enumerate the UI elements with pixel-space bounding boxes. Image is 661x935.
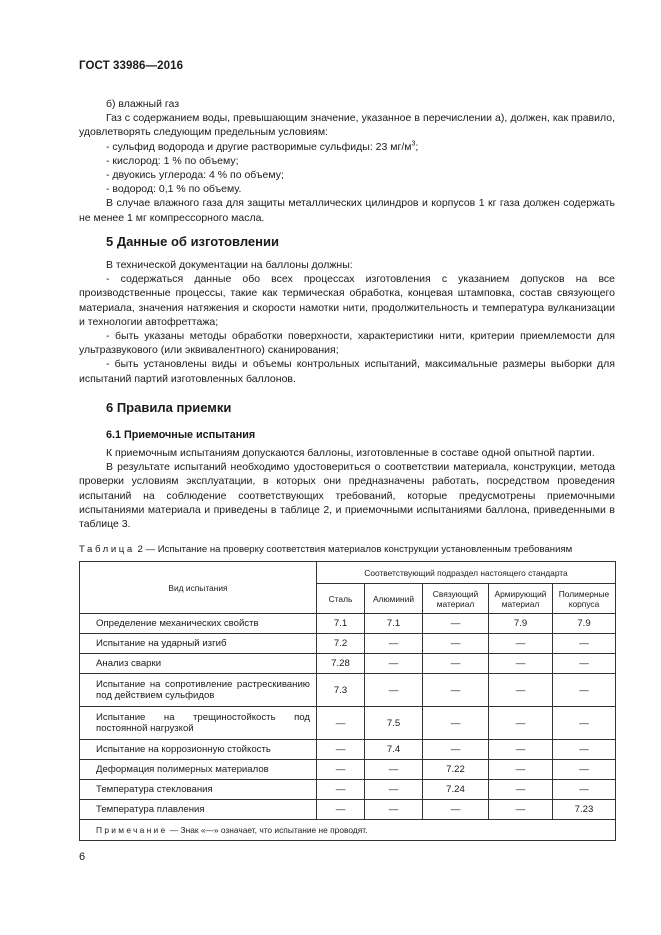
table-note: [80, 820, 616, 841]
cell-value: —: [365, 634, 423, 654]
cell-value: —: [317, 707, 365, 740]
cell-value: 7.5: [365, 707, 423, 740]
cell-value: —: [365, 780, 423, 800]
cell-value: 7.22: [423, 760, 489, 780]
section-b-block: [79, 97, 615, 225]
section-6-block: [79, 446, 615, 531]
cell-value: 7.23: [553, 800, 616, 820]
cell-value: —: [317, 760, 365, 780]
cell-value: —: [365, 800, 423, 820]
table-note-row: [80, 820, 616, 841]
item-1-sup: 3: [411, 140, 416, 148]
section-6-1-title: 6.1 Приемочные испытания: [106, 429, 256, 441]
section-5-p1: В технической документации на баллоны должны:: [106, 259, 353, 271]
cell-value: —: [553, 634, 616, 654]
col-header-test-type: Вид испытания: [80, 562, 317, 614]
row-name: Испытание на коррозионную стойкость: [80, 740, 317, 760]
col-header-reinforcing: Армирующий материал: [489, 584, 553, 614]
section-6-title: 6 Правила приемки: [106, 400, 232, 415]
cell-value: —: [553, 654, 616, 674]
table-note-rest: — Знак «—» означает, что испытание не проводят.: [167, 825, 368, 835]
cell-value: —: [365, 674, 423, 707]
table-row: [80, 654, 616, 674]
section-b-intro: Газ с содержанием воды, превышающим значение, указанное в перечислении а), должен, как правило, удовлетворять следующим предельным условиям:: [79, 112, 615, 139]
cell-value: —: [489, 654, 553, 674]
section-5-p3: - быть указаны методы обработки поверхности, характеристики нити, критерии приемлемости для ультразвукового (или эквивалентного) сканирования;: [79, 330, 615, 357]
cell-value: —: [553, 780, 616, 800]
section-b-item-3: - двуокись углерода: 4 % по объему;: [106, 169, 284, 182]
col-header-group: Соответствующий подраздел настоящего стандарта: [317, 562, 616, 584]
page-number: 6: [79, 851, 86, 863]
table-row: [80, 614, 616, 634]
cell-value: —: [489, 760, 553, 780]
row-name: Испытание на сопротивление растрескиванию под действием сульфидов: [80, 674, 317, 707]
section-b-item-4: - водород: 0,1 % по объему.: [106, 183, 242, 196]
item-1-text: - сульфид водорода и другие растворимые сульфиды: 23 мг/м: [106, 140, 412, 153]
cell-value: —: [423, 707, 489, 740]
cell-value: —: [317, 800, 365, 820]
cell-value: 7.28: [317, 654, 365, 674]
cell-value: —: [489, 707, 553, 740]
cell-value: —: [365, 760, 423, 780]
cell-value: —: [423, 740, 489, 760]
table-row: [80, 707, 616, 740]
col-header-steel: Сталь: [317, 584, 365, 614]
cell-value: 7.24: [423, 780, 489, 800]
table-caption-rest: 2 — Испытание на проверку соответствия материалов конструкции установленным требованиям: [134, 544, 573, 555]
cell-value: —: [553, 740, 616, 760]
cell-value: 7.9: [489, 614, 553, 634]
col-header-polymer: Полимерные корпуса: [553, 584, 616, 614]
table-caption: [79, 544, 572, 555]
row-name: Испытание на трещиностойкость под постоянной нагрузкой: [80, 707, 317, 740]
cell-value: —: [423, 800, 489, 820]
table-row: [80, 740, 616, 760]
row-name: Испытание на ударный изгиб: [80, 634, 317, 654]
cell-value: 7.1: [365, 614, 423, 634]
cell-value: —: [489, 674, 553, 707]
cell-value: —: [317, 780, 365, 800]
cell-value: 7.2: [317, 634, 365, 654]
item-1-end: ;: [415, 140, 419, 153]
row-name: Температура стеклования: [80, 780, 317, 800]
cell-value: —: [553, 707, 616, 740]
section-5-p4: - быть установлены виды и объемы контрольных испытаний, максимальные размеры выборки для испытаний партий изготовленных баллонов.: [79, 358, 615, 385]
section-5-block: [79, 258, 615, 386]
section-5-title: 5 Данные об изготовлении: [106, 234, 279, 249]
cell-value: —: [423, 634, 489, 654]
table-row: [80, 780, 616, 800]
row-name: Анализ сварки: [80, 654, 317, 674]
row-name: Определение механических свойств: [80, 614, 317, 634]
cell-value: —: [489, 634, 553, 654]
cell-value: —: [423, 674, 489, 707]
cell-value: —: [489, 800, 553, 820]
cell-value: 7.1: [317, 614, 365, 634]
cell-value: 7.4: [365, 740, 423, 760]
table-row: [80, 674, 616, 707]
col-header-aluminium: Алюминий: [365, 584, 423, 614]
section-6-p2: В результате испытаний необходимо удостовериться о соответствии материала, конструкции, метода проверки условиям эксплуатации, в которых они предназначены работать, посредством проведения испытаний на соблюдение соответствующих требований, которые предусмотрены приемочными испытаниями материала и приведены в таблице 2, и приемочными испытаниями баллона, приведенными в таблице 3.: [79, 461, 615, 531]
cell-value: —: [489, 780, 553, 800]
section-b-item-1: [79, 140, 615, 154]
section-6-p1: К приемочным испытаниям допускаются баллоны, изготовленные в составе одной опытной партии.: [106, 447, 595, 459]
row-name: Температура плавления: [80, 800, 317, 820]
document-header: ГОСТ 33986—2016: [79, 60, 184, 72]
cell-value: —: [423, 654, 489, 674]
cell-value: —: [553, 674, 616, 707]
table-row: [80, 760, 616, 780]
cell-value: 7.9: [553, 614, 616, 634]
cell-value: —: [553, 760, 616, 780]
section-5-p2: - содержаться данные обо всех процессах изготовления с указанием допусков на все производственные процессы, такие как термическая обработка, концевая штамповка, состав связующего материала, значения натяжения и скорости намотки нити, продолжительность и температура вулканизации и технологии автофреттажа;: [79, 273, 615, 328]
section-b-item-2: - кислород: 1 % по объему;: [106, 154, 239, 167]
table-note-word: Примечание: [96, 825, 168, 835]
col-header-binder: Связующий материал: [423, 584, 489, 614]
cell-value: —: [317, 740, 365, 760]
section-b-wet-gas: В случае влажного газа для защиты металлических цилиндров и корпусов 1 кг газа должен содержать не менее 1 мг компрессорного масла.: [79, 197, 615, 224]
section-b-label: б) влажный газ: [106, 98, 180, 110]
tests-table: [79, 561, 616, 841]
cell-value: —: [489, 740, 553, 760]
table-row: [80, 634, 616, 654]
cell-value: 7.3: [317, 674, 365, 707]
cell-value: —: [365, 654, 423, 674]
row-name: Деформация полимерных материалов: [80, 760, 317, 780]
table-caption-word: Таблица: [79, 544, 135, 555]
table-row: [80, 800, 616, 820]
cell-value: —: [423, 614, 489, 634]
